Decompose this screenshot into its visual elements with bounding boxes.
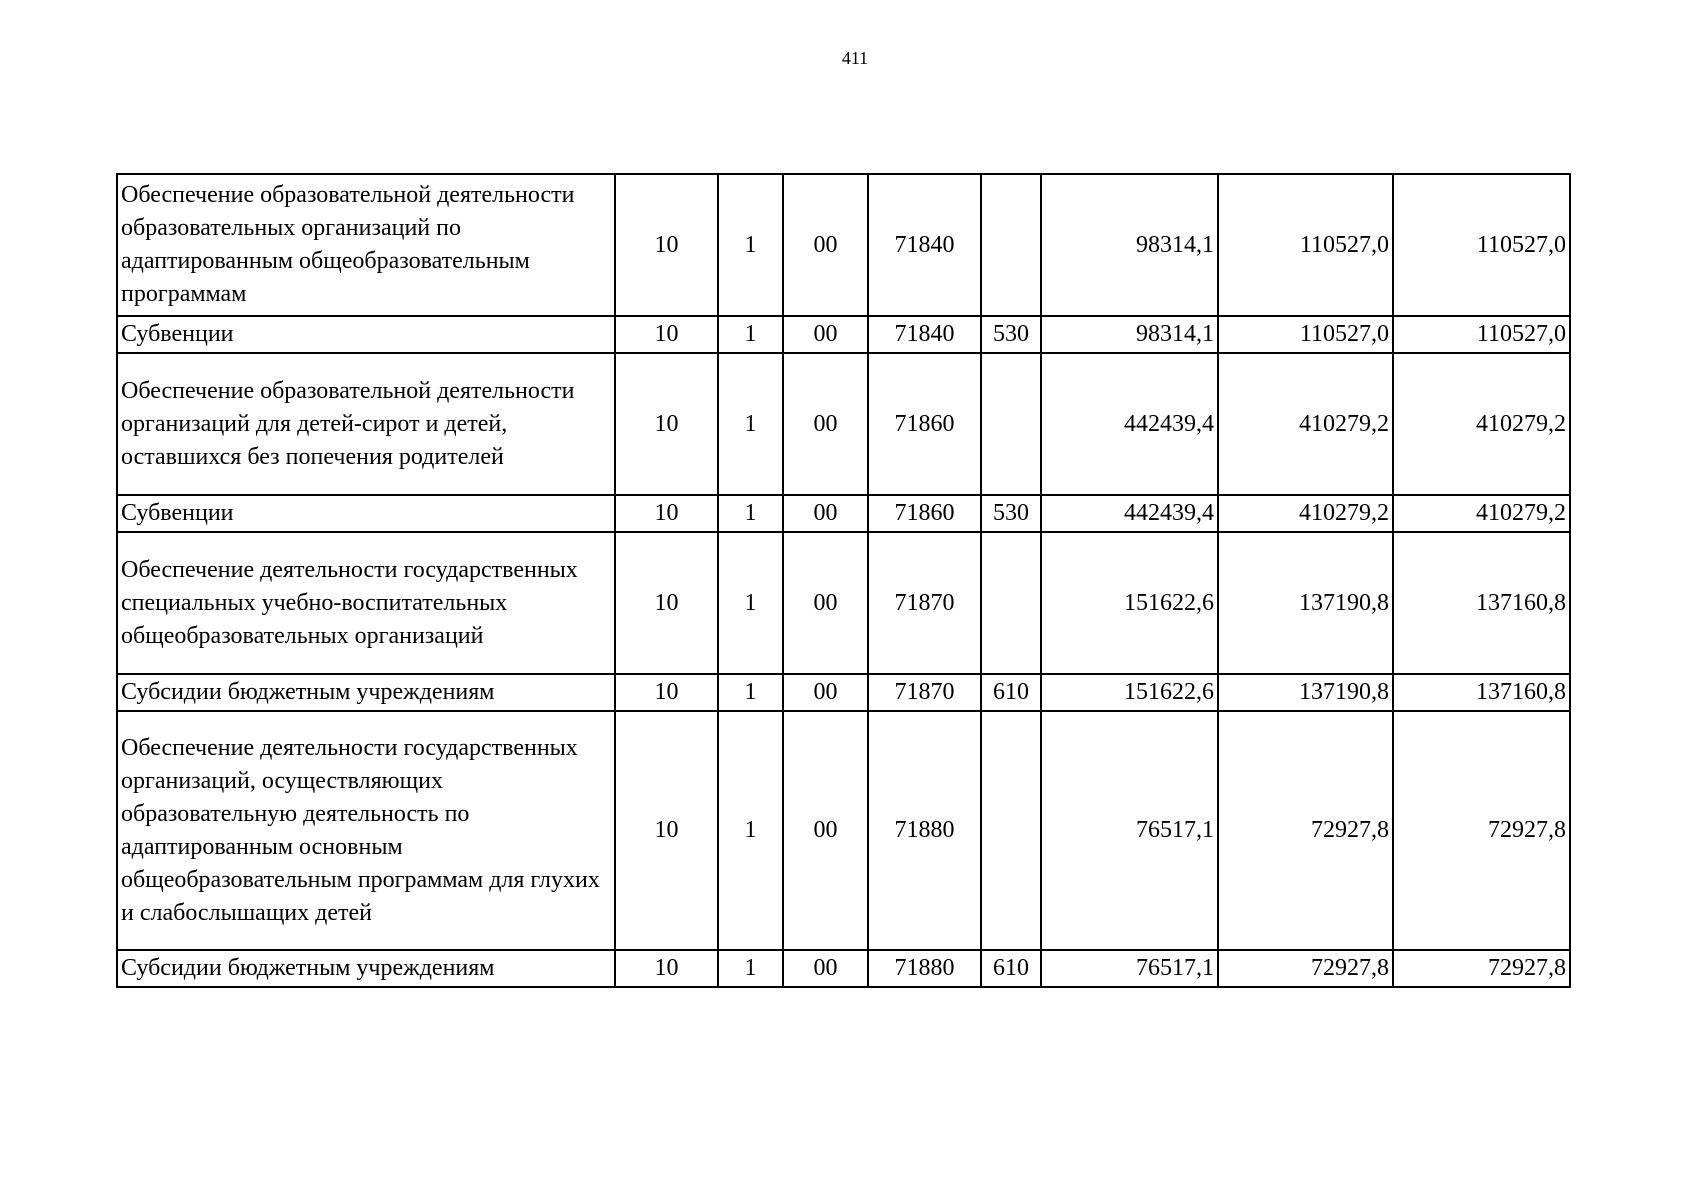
table-row xyxy=(117,174,1570,316)
program-cell: 00 xyxy=(783,711,868,950)
expense-type-cell: 530 xyxy=(981,316,1041,353)
row-name-cell: Субсидии бюджетным учреждениям xyxy=(117,674,615,711)
subsection-cell: 1 xyxy=(718,353,783,495)
amount-1-cell: 442439,4 xyxy=(1041,495,1218,532)
section-cell: 10 xyxy=(615,495,718,532)
amount-1-cell: 76517,1 xyxy=(1041,950,1218,987)
expense-type-cell: 530 xyxy=(981,495,1041,532)
target-code-cell: 71860 xyxy=(868,495,981,532)
subsection-cell: 1 xyxy=(718,674,783,711)
amount-2-cell: 110527,0 xyxy=(1218,316,1393,353)
amount-1-cell: 76517,1 xyxy=(1041,711,1218,950)
amount-1-cell: 151622,6 xyxy=(1041,532,1218,674)
subsection-cell: 1 xyxy=(718,950,783,987)
amount-2-cell: 72927,8 xyxy=(1218,950,1393,987)
target-code-cell: 71870 xyxy=(868,532,981,674)
target-code-cell: 71860 xyxy=(868,353,981,495)
program-cell: 00 xyxy=(783,174,868,316)
row-name-cell: Обеспечение образовательной деятельности образовательных организаций по адаптированным общеобразовательным программам xyxy=(117,174,615,316)
amount-3-cell: 72927,8 xyxy=(1393,950,1570,987)
expense-type-cell xyxy=(981,711,1041,950)
row-name-cell: Обеспечение образовательной деятельности организаций для детей-сирот и детей, оставшихся без попечения родителей xyxy=(117,353,615,495)
amount-2-cell: 110527,0 xyxy=(1218,174,1393,316)
table-row xyxy=(117,353,1570,495)
expense-type-cell: 610 xyxy=(981,950,1041,987)
budget-table xyxy=(116,173,1571,988)
target-code-cell: 71840 xyxy=(868,174,981,316)
section-cell: 10 xyxy=(615,711,718,950)
amount-3-cell: 110527,0 xyxy=(1393,174,1570,316)
program-cell: 00 xyxy=(783,316,868,353)
amount-2-cell: 137190,8 xyxy=(1218,532,1393,674)
amount-1-cell: 442439,4 xyxy=(1041,353,1218,495)
amount-2-cell: 137190,8 xyxy=(1218,674,1393,711)
target-code-cell: 71880 xyxy=(868,950,981,987)
amount-3-cell: 410279,2 xyxy=(1393,353,1570,495)
target-code-cell: 71880 xyxy=(868,711,981,950)
section-cell: 10 xyxy=(615,674,718,711)
subsection-cell: 1 xyxy=(718,495,783,532)
target-code-cell: 71840 xyxy=(868,316,981,353)
subsection-cell: 1 xyxy=(718,174,783,316)
section-cell: 10 xyxy=(615,316,718,353)
expense-type-cell xyxy=(981,174,1041,316)
amount-2-cell: 410279,2 xyxy=(1218,353,1393,495)
row-name-cell: Обеспечение деятельности государственных специальных учебно-воспитательных общеобразовательных организаций xyxy=(117,532,615,674)
section-cell: 10 xyxy=(615,950,718,987)
amount-2-cell: 410279,2 xyxy=(1218,495,1393,532)
section-cell: 10 xyxy=(615,353,718,495)
row-name-cell: Субсидии бюджетным учреждениям xyxy=(117,950,615,987)
program-cell: 00 xyxy=(783,674,868,711)
amount-2-cell: 72927,8 xyxy=(1218,711,1393,950)
table-row xyxy=(117,950,1570,987)
table-row xyxy=(117,532,1570,674)
target-code-cell: 71870 xyxy=(868,674,981,711)
row-name-cell: Обеспечение деятельности государственных организаций, осуществляющих образовательную деятельность по адаптированным основным общеобразовательным программам для глухих и слабослышащих детей xyxy=(117,711,615,950)
subsection-cell: 1 xyxy=(718,532,783,674)
page-number: 411 xyxy=(841,48,869,68)
amount-3-cell: 410279,2 xyxy=(1393,495,1570,532)
table-row xyxy=(117,711,1570,950)
amount-3-cell: 110527,0 xyxy=(1393,316,1570,353)
amount-3-cell: 137160,8 xyxy=(1393,674,1570,711)
amount-1-cell: 98314,1 xyxy=(1041,316,1218,353)
program-cell: 00 xyxy=(783,495,868,532)
subsection-cell: 1 xyxy=(718,711,783,950)
row-name-cell: Субвенции xyxy=(117,495,615,532)
section-cell: 10 xyxy=(615,174,718,316)
expense-type-cell xyxy=(981,532,1041,674)
subsection-cell: 1 xyxy=(718,316,783,353)
row-name-cell: Субвенции xyxy=(117,316,615,353)
program-cell: 00 xyxy=(783,532,868,674)
table-row xyxy=(117,495,1570,532)
amount-1-cell: 98314,1 xyxy=(1041,174,1218,316)
program-cell: 00 xyxy=(783,950,868,987)
program-cell: 00 xyxy=(783,353,868,495)
section-cell: 10 xyxy=(615,532,718,674)
amount-1-cell: 151622,6 xyxy=(1041,674,1218,711)
amount-3-cell: 137160,8 xyxy=(1393,532,1570,674)
expense-type-cell: 610 xyxy=(981,674,1041,711)
table-row xyxy=(117,674,1570,711)
amount-3-cell: 72927,8 xyxy=(1393,711,1570,950)
table-row xyxy=(117,316,1570,353)
expense-type-cell xyxy=(981,353,1041,495)
